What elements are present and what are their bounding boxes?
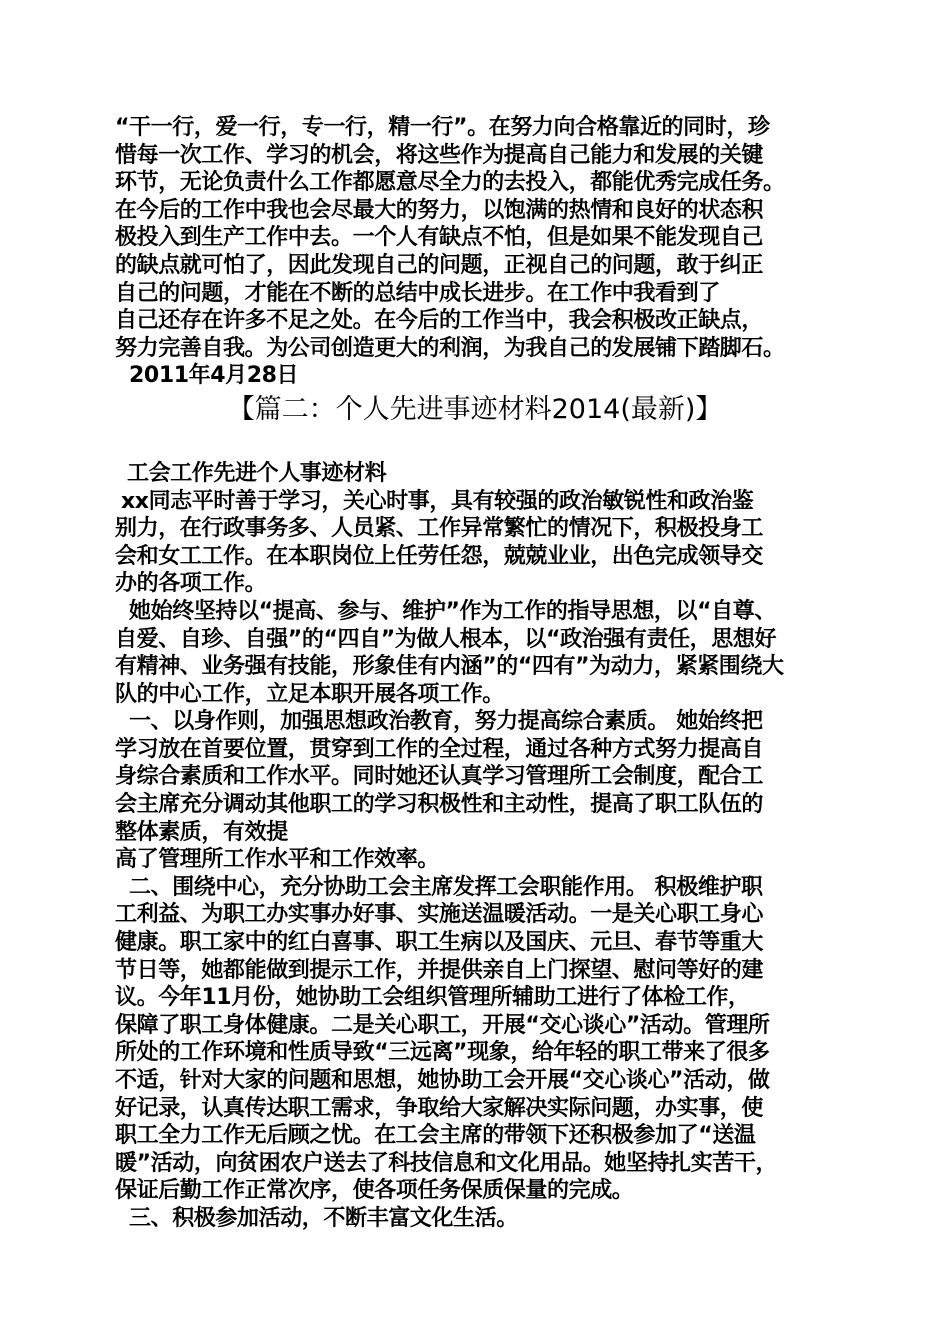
- section-two: [115, 460, 855, 1233]
- text-line: 自爱、自珍、自强”的“四自”为做人根本，以“政治强有责任，思想好: [115, 626, 777, 652]
- text-line: 队的中心工作，立足本职开展各项工作。: [115, 681, 504, 707]
- text-line: 身综合素质和工作水平。同时她还认真学习管理所工会制度，配合工: [115, 764, 764, 790]
- text-line: 工利益、为职工办实事办好事、实施送温暖活动。一是关心职工身心: [115, 902, 764, 928]
- text-line: 极投入到生产工作中去。一个人有缺点不怕，但是如果不能发现自己: [115, 225, 764, 251]
- text-line: 议。今年11月份，她协助工会组织管理所辅助工进行了体检工作，: [115, 985, 750, 1011]
- text-line: 不适，针对大家的问题和思想，她协助工会开展“交心谈心”活动，做: [115, 1068, 770, 1093]
- text-line: 整体素质，有效提: [115, 819, 288, 845]
- text-line: 节日等，她都能做到提示工作，并提供亲自上门探望、慰问等好的建: [115, 957, 764, 983]
- section-one: [115, 114, 855, 390]
- text-line: 会主席充分调动其他职工的学习积极性和主动性，提高了职工队伍的: [115, 792, 764, 818]
- text-line: 好记录，认真传达职工需求，争取给大家解决实际问题，办实事，使: [115, 1095, 764, 1121]
- text-line: “干一行，爱一行，专一行，精一行”。在努力向合格靠近的同时，珍: [115, 115, 770, 140]
- text-line: 自己还存在许多不足之处。在今后的工作当中，我会积极改正缺点，: [115, 308, 764, 334]
- text-line: 会和女工工作。在本职岗位上任劳任怨，兢兢业业，出色完成领导交: [115, 543, 764, 569]
- text-line: 的缺点就可怕了，因此发现自己的问题，正视自己的问题，敢于纠正: [115, 252, 764, 278]
- text-line: 一、以身作则，加强思想政治教育，努力提高综合素质。 她始终把: [129, 709, 763, 735]
- text-line: 所处的工作环境和性质导致“三远离”现象，给年轻的职工带来了很多: [115, 1040, 770, 1066]
- text-line: 自己的问题，才能在不断的总结中成长进步。在工作中我看到了: [115, 280, 720, 306]
- text-line: 在今后的工作中我也会尽最大的努力，以饱满的热情和良好的状态积: [115, 197, 764, 223]
- document-date: 2011年4月28日: [129, 363, 299, 389]
- text-line: 健康。职工家中的红白喜事、职工生病以及国庆、元旦、春节等重大: [115, 930, 764, 956]
- text-line: 高了管理所工作水平和工作效率。: [115, 847, 440, 873]
- document-page: [115, 114, 855, 1233]
- text-line: 二、围绕中心，充分协助工会主席发挥工会职能作用。 积极维护职: [129, 874, 763, 900]
- text-line: 保障了职工身体健康。二是关心职工，开展“交心谈心”活动。管理所: [115, 1012, 770, 1038]
- text-line: 惜每一次工作、学习的机会，将这些作为提高自己能力和发展的关键: [115, 142, 764, 168]
- text-line: 环节，无论负责什么工作都愿意尽全力的去投入，都能优秀完成任务。: [115, 170, 785, 196]
- text-line: 暖”活动，向贫困农户送去了科技信息和文化用品。她坚持扎实苦干，: [115, 1150, 778, 1176]
- section-heading: 【篇二：个人先进事迹材料2014(最新)】: [227, 393, 723, 425]
- text-line: xx同志平时善于学习，关心时事，具有较强的政治敏锐性和政治鉴: [121, 488, 754, 514]
- text-line: 努力完善自我。为公司创造更大的利润，为我自己的发展铺下踏脚石。: [115, 335, 785, 361]
- text-line: 职工全力工作无后顾之忧。在工会主席的带领下还积极参加了“送温: [115, 1123, 756, 1149]
- text-line: 有精神、业务强有技能，形象佳有内涵”的“四有”为动力，紧紧围绕大: [115, 654, 784, 680]
- text-line: 别力，在行政事务多、人员紧、工作异常繁忙的情况下，积极投身工: [115, 516, 764, 542]
- section-subtitle: 工会工作先进个人事迹材料: [127, 460, 387, 486]
- text-line: 办的各项工作。: [115, 571, 267, 597]
- text-line: 三、积极参加活动，不断丰富文化生活。: [129, 1205, 518, 1231]
- text-line: 保证后勤工作正常次序，使各项任务保质保量的完成。: [115, 1178, 634, 1204]
- text-line: 她始终坚持以“提高、参与、维护”作为工作的指导思想，以“自尊、: [129, 598, 776, 624]
- text-line: 学习放在首要位置，贯穿到工作的全过程，通过各种方式努力提高自: [115, 736, 764, 762]
